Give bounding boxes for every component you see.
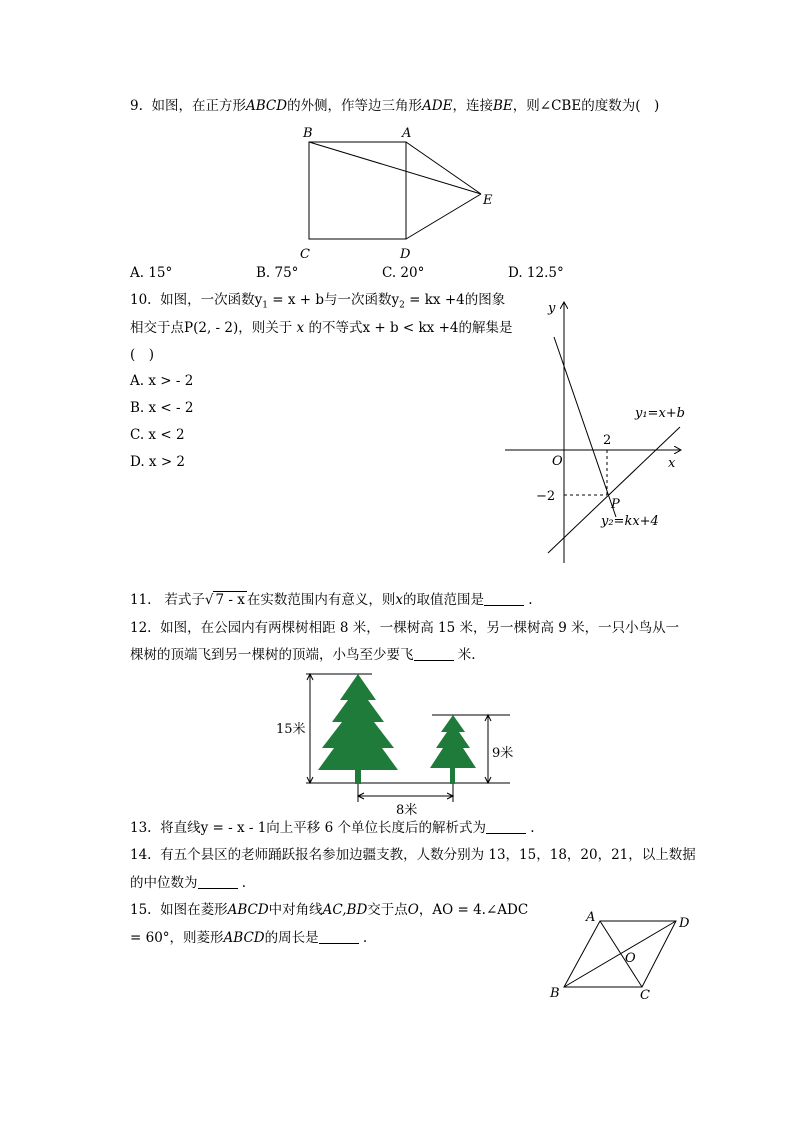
line-y1 — [548, 427, 680, 553]
q14-text-2: 的中位数为 — [130, 875, 198, 891]
q9-option-d[interactable]: D. 12.5° — [508, 265, 564, 281]
q9-number: 9. — [130, 98, 143, 114]
q11-end: . — [528, 592, 533, 608]
label-c: C — [300, 247, 310, 262]
origin-label: O — [552, 454, 563, 469]
q13-number: 13. — [130, 820, 152, 836]
label-d: D — [679, 916, 690, 931]
q13-stem — [130, 818, 535, 838]
q14-answer-blank[interactable] — [198, 874, 238, 889]
q10-text-4: 相交于点P(2, - 2)，则关于 — [130, 320, 293, 336]
q15-answer-blank[interactable] — [319, 929, 359, 944]
q15-end: . — [362, 930, 368, 946]
q14-text-1: 有五个县区的老师踊跃报名参加边疆支教，人数分别为 13，15，18，20，21，以上数据 — [160, 847, 696, 863]
q14-number: 14. — [130, 847, 152, 863]
q15-abcd: ABCD — [227, 902, 269, 918]
q10-stem-line2 — [130, 318, 512, 338]
line-y2 — [554, 337, 616, 517]
q14-stem-line1 — [130, 845, 696, 865]
q12-text-1: 如图，在公园内有两棵树相距 8 米，一棵树高 15 米，另一棵树高 9 米，一只小鸟从一 — [160, 620, 680, 636]
label-e: E — [483, 193, 493, 208]
q15-abcd-2: ABCD — [223, 930, 265, 946]
q9-figure — [290, 120, 510, 265]
label-b: B — [303, 126, 313, 141]
q10-paren: ( ) — [130, 347, 155, 363]
label-b: B — [550, 986, 560, 1001]
label-a: A — [402, 126, 412, 141]
line1-label: y₁=x+b — [635, 406, 685, 421]
tree-short-icon — [430, 715, 476, 784]
q10-option-c[interactable]: C. x < 2 — [130, 427, 185, 443]
q9-text-4: ，则∠CBE的度数为( ) — [512, 98, 660, 114]
q9-text-1: 如图，在正方形 — [151, 98, 246, 114]
label-d: D — [400, 247, 411, 262]
q9-ade: ADE — [422, 98, 453, 114]
q10-text-3: = kx +4的图象 — [404, 292, 506, 308]
q10-option-b[interactable]: B. x < - 2 — [130, 400, 194, 416]
q13-answer-blank[interactable] — [486, 819, 526, 834]
label-c: C — [640, 988, 650, 1003]
q15-text-1: 如图在菱形 — [160, 902, 228, 918]
sqrt-sign: √ — [204, 592, 214, 608]
q15-text-3: 交于点 — [367, 902, 408, 918]
q11-text-1: 若式子 — [164, 592, 205, 608]
q11-radicand: 7 - x — [215, 592, 245, 608]
line2-label: y₂=kx+4 — [601, 514, 659, 529]
q13-text: 将直线y = - x - 1向上平移 6 个单位长度后的解析式为 — [160, 820, 486, 836]
q15-figure — [540, 905, 700, 1005]
q14-stem-line2 — [130, 873, 246, 893]
tree-tall-icon — [318, 674, 398, 784]
q13-end: . — [530, 820, 535, 836]
q10-option-d[interactable]: D. x > 2 — [130, 454, 186, 470]
q12-stem-line1 — [130, 618, 679, 638]
q12-text-3: 米. — [457, 647, 476, 663]
q10-sub-1: 1 — [262, 300, 268, 311]
q12-stem-line2 — [130, 645, 476, 665]
q9-option-c[interactable]: C. 20° — [382, 265, 425, 281]
q11-number: 11. — [130, 592, 152, 608]
q10-x: x — [296, 320, 305, 336]
q15-acbd: AC,BD — [322, 902, 368, 918]
q15-text-5: = 60°，则菱形 — [130, 930, 224, 946]
q10-text-5: 的不等式x + b < kx +4的解集是 — [308, 320, 513, 336]
tick-x-2: 2 — [603, 433, 612, 448]
label-a: A — [586, 910, 596, 925]
tick-y-neg2: −2 — [536, 489, 556, 504]
q9-abcd: ABCD — [245, 98, 288, 114]
q9-text-2: 的外侧，作等边三角形 — [287, 98, 423, 114]
q9-option-a[interactable]: A. 15° — [130, 265, 173, 281]
axis-label-y: y — [548, 301, 556, 316]
q9-text-3: ，连接 — [452, 98, 493, 114]
label-15m: 15米 — [276, 722, 306, 737]
q10-text-2: = x + b与一次函数y — [267, 292, 400, 308]
q11-text-3: 的取值范围是 — [402, 592, 484, 608]
q12-answer-blank[interactable] — [414, 646, 454, 661]
q15-number: 15. — [130, 902, 152, 918]
q12-number: 12. — [130, 620, 152, 636]
q15-stem-line1 — [130, 900, 528, 920]
q12-text-2: 棵树的顶端飞到另一棵树的顶端，小鸟至少要飞 — [130, 647, 414, 663]
q15-text-6: 的周长是 — [264, 930, 319, 946]
q11-answer-blank[interactable] — [484, 591, 524, 606]
q15-stem-line2 — [130, 928, 367, 948]
q15-text-2: 中对角线 — [268, 902, 323, 918]
q10-sub-2: 2 — [399, 300, 405, 311]
q10-text-1: 如图，一次函数y — [160, 292, 263, 308]
q12-figure — [270, 670, 530, 818]
q10-option-a[interactable]: A. x > - 2 — [130, 373, 194, 389]
q10-graph — [500, 295, 700, 565]
q9-option-b[interactable]: B. 75° — [256, 265, 299, 281]
q11-stem — [130, 590, 533, 610]
q11-x: x — [395, 592, 403, 608]
q14-end: . — [241, 875, 247, 891]
q11-text-2: 在实数范围内有意义，则 — [246, 592, 396, 608]
q10-stem-line1 — [130, 290, 505, 316]
label-o: O — [625, 951, 636, 966]
q15-text-4: ，AO = 4.∠ADC — [418, 902, 529, 918]
q10-number: 10. — [130, 292, 152, 308]
label-8m: 8米 — [396, 803, 418, 818]
q15-o: O — [407, 902, 419, 918]
q9-stem — [130, 96, 659, 116]
axis-label-x: x — [668, 456, 676, 471]
q9-be: BE — [493, 98, 513, 114]
label-9m: 9米 — [492, 746, 514, 761]
point-p: P — [611, 497, 620, 512]
